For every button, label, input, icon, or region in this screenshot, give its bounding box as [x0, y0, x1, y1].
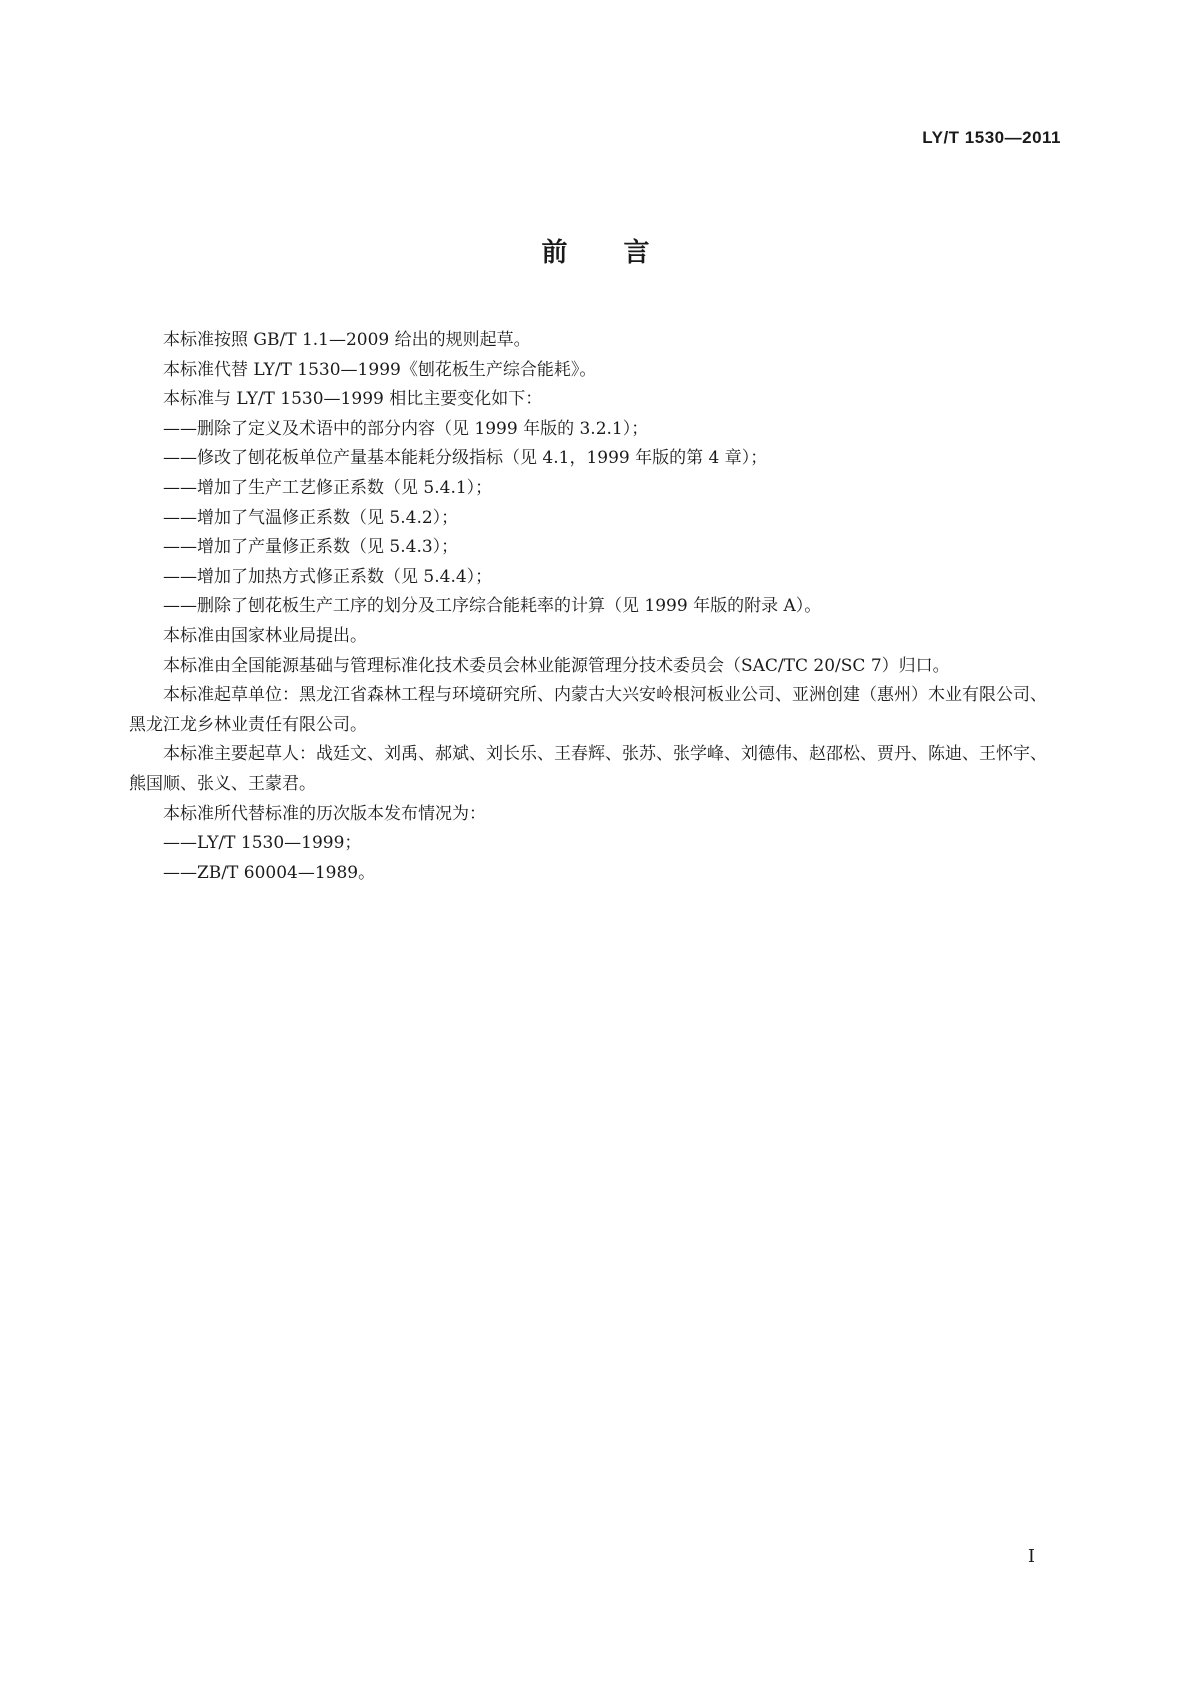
standard-number: LY/T 1530—2011 [922, 128, 1061, 147]
paragraph-drafters: 本标准主要起草人：战廷文、刘禹、郝斌、刘长乐、王春辉、张苏、张学峰、刘德伟、赵邵松、贾丹、陈迪、王怀宇、熊国顺、张义、王蒙君。 [129, 744, 1047, 794]
change-item: ——增加了加热方式修正系数（见 5.4.4）； [163, 566, 493, 587]
change-item: ——增加了产量修正系数（见 5.4.3）； [163, 537, 459, 558]
paragraph-history-intro: 本标准所代替标准的历次版本发布情况为： [163, 803, 486, 824]
page-title: 前言 [541, 238, 706, 268]
paragraph-technical-committee: 本标准由全国能源基础与管理标准化技术委员会林业能源管理分技术委员会（SAC/TC 20/SC 7）归口。 [163, 655, 950, 676]
change-item: ——增加了生产工艺修正系数（见 5.4.1）； [163, 477, 493, 498]
change-item: ——删除了定义及术语中的部分内容（见 1999 年版的 3.2.1）； [163, 418, 649, 439]
paragraph-drafting-units: 本标准起草单位：黑龙江省森林工程与环境研究所、内蒙古大兴安岭根河板业公司、亚洲创建（惠州）木业有限公司、黑龙江龙乡林业责任有限公司。 [129, 685, 1047, 735]
paragraph-changes-intro: 本标准与 LY/T 1530—1999 相比主要变化如下： [163, 389, 543, 410]
page-number: I [1027, 1546, 1035, 1567]
change-item: ——增加了气温修正系数（见 5.4.2）； [163, 507, 459, 528]
change-item: ——删除了刨花板生产工序的划分及工序综合能耗率的计算（见 1999 年版的附录 A）。 [163, 596, 822, 617]
history-item: ——ZB/T 60004—1989。 [163, 862, 376, 883]
history-item: ——LY/T 1530—1999； [163, 833, 362, 854]
change-item: ——修改了刨花板单位产量基本能耗分级指标（见 4.1，1999 年版的第 4 章）； [163, 448, 768, 469]
foreword-body [129, 326, 1063, 888]
paragraph-replaces: 本标准代替 LY/T 1530—1999《刨花板生产综合能耗》。 [163, 359, 597, 380]
paragraph-drafting-rules: 本标准按照 GB/T 1.1—2009 给出的规则起草。 [163, 330, 531, 350]
paragraph-proposer: 本标准由国家林业局提出。 [163, 625, 367, 646]
